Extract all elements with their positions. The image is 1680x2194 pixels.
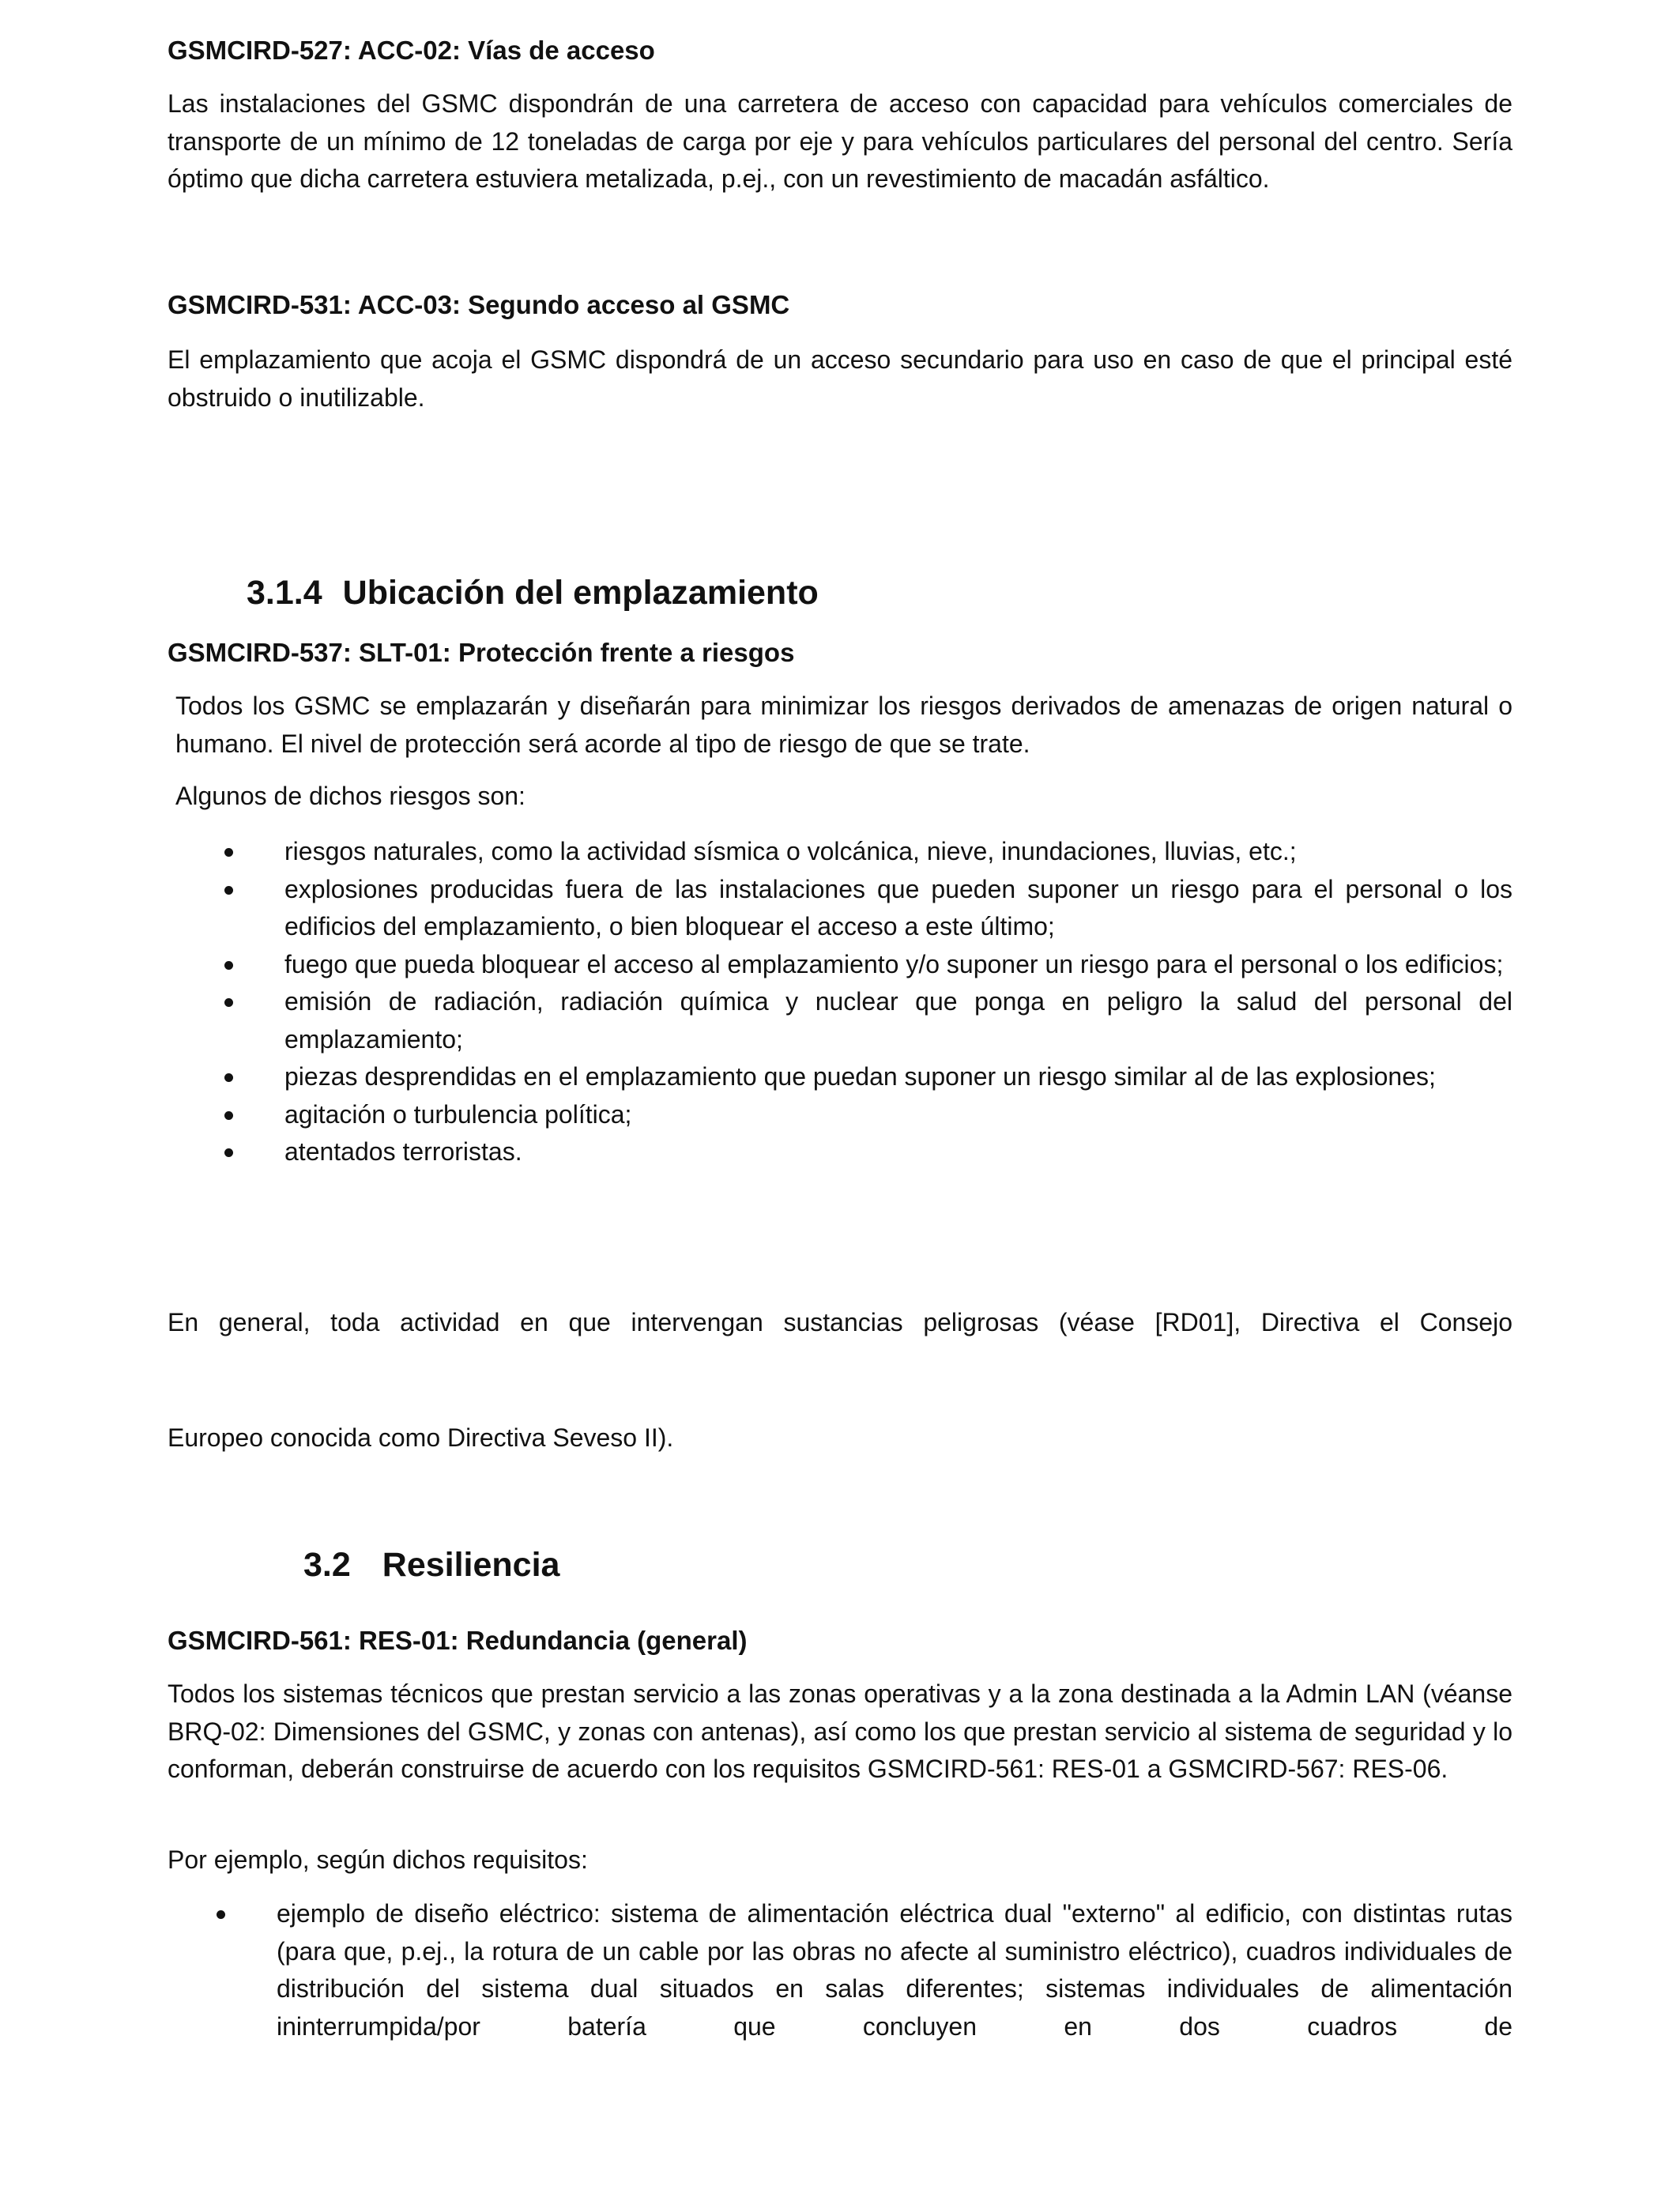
list-item: fuego que pueda bloquear el acceso al emplazamiento y/o suponer un riesgo para el personal o los edificios; xyxy=(215,946,1512,984)
list-intro-slt01: Algunos de dichos riesgos son: xyxy=(175,782,525,810)
section-heading-3-2 xyxy=(303,1543,559,1587)
requirement-title-acc03: GSMCIRD-531: ACC-03: Segundo acceso al GSMC xyxy=(168,290,790,319)
risk-bullet-list xyxy=(215,833,1512,1171)
section-heading-text: Ubicación del emplazamiento xyxy=(342,574,819,612)
list-item: riesgos naturales, como la actividad sísmica o volcánica, nieve, inundaciones, lluvias, etc.; xyxy=(215,833,1512,871)
list-item: atentados terroristas. xyxy=(215,1133,1512,1171)
requirement-body-acc03: El emplazamiento que acoja el GSMC dispondrá de un acceso secundario para uso en caso de que el principal esté obstruido o inutilizable. xyxy=(168,345,1512,412)
bullet-icon xyxy=(224,1111,233,1120)
requirement-body-res01: Todos los sistemas técnicos que prestan servicio a las zonas operativas y a la zona destinada a la Admin LAN (véanse BRQ-02: Dimensiones del GSMC, y zonas con antenas), así como los que prestan servicio al sistema de seguridad y lo conforman, deberán construirse de acuerdo con los requisitos GSMCIRD-561: RES-01 a GSMCIRD-567: RES-06. xyxy=(168,1679,1512,1783)
section-number: 3.1.4 xyxy=(247,574,322,612)
bullet-icon xyxy=(224,886,233,895)
section-heading-3-1-4 xyxy=(247,571,819,615)
list-item: ejemplo de diseño eléctrico: sistema de alimentación eléctrica dual "externo" al edificio, con distintas rutas (para que, p.ej., la rotura de un cable por las obras no afecte al suministro eléctrico), cuadros individuales de distribución del sistema dual situados en salas diferentes; sistemas individuales de alimentación ininterrumpida/por batería que concluyen en dos cuadros de xyxy=(207,1895,1512,2045)
list-item: agitación o turbulencia política; xyxy=(215,1096,1512,1134)
list-item: explosiones producidas fuera de las instalaciones que pueden suponer un riesgo para el personal o los edificios del emplazamiento, o bien bloquear el acceso a este último; xyxy=(215,871,1512,946)
general-statement-line2: Europeo conocida como Directiva Seveso II). xyxy=(168,1423,674,1452)
list-item: emisión de radiación, radiación química y nuclear que ponga en peligro la salud del personal del emplazamiento; xyxy=(215,983,1512,1058)
section-heading-text: Resiliencia xyxy=(382,1546,560,1584)
requirement-title-slt01: GSMCIRD-537: SLT-01: Protección frente a riesgos xyxy=(168,638,795,667)
requirement-body-acc02: Las instalaciones del GSMC dispondrán de una carretera de acceso con capacidad para vehículos comerciales de transporte de un mínimo de 12 toneladas de carga por eje y para vehículos particulares del personal del centro. Sería óptimo que dicha carretera estuviera metalizada, p.ej., con un revestimiento de macadán asfáltico. xyxy=(168,89,1512,193)
bullet-icon xyxy=(224,961,233,970)
list-intro-res01: Por ejemplo, según dichos requisitos: xyxy=(168,1845,588,1874)
requirement-title-acc02: GSMCIRD-527: ACC-02: Vías de acceso xyxy=(168,36,655,65)
general-statement-line1: En general, toda actividad en que intervengan sustancias peligrosas (véase [RD01], Directiva el Consejo xyxy=(168,1308,1512,1336)
bullet-icon xyxy=(224,848,233,857)
bullet-icon xyxy=(224,998,233,1007)
bullet-icon xyxy=(217,1910,225,1919)
list-item: piezas desprendidas en el emplazamiento que puedan suponer un riesgo similar al de las explosiones; xyxy=(215,1058,1512,1096)
example-bullet-list xyxy=(207,1895,1512,2045)
requirement-body-slt01: Todos los GSMC se emplazarán y diseñarán para minimizar los riesgos derivados de amenazas de origen natural o humano. El nivel de protección será acorde al tipo de riesgo de que se trate. xyxy=(175,692,1512,758)
document-page xyxy=(168,0,1512,2194)
section-number: 3.2 xyxy=(303,1546,351,1584)
bullet-icon xyxy=(224,1148,233,1157)
requirement-title-res01: GSMCIRD-561: RES-01: Redundancia (general) xyxy=(168,1626,748,1655)
bullet-icon xyxy=(224,1073,233,1082)
